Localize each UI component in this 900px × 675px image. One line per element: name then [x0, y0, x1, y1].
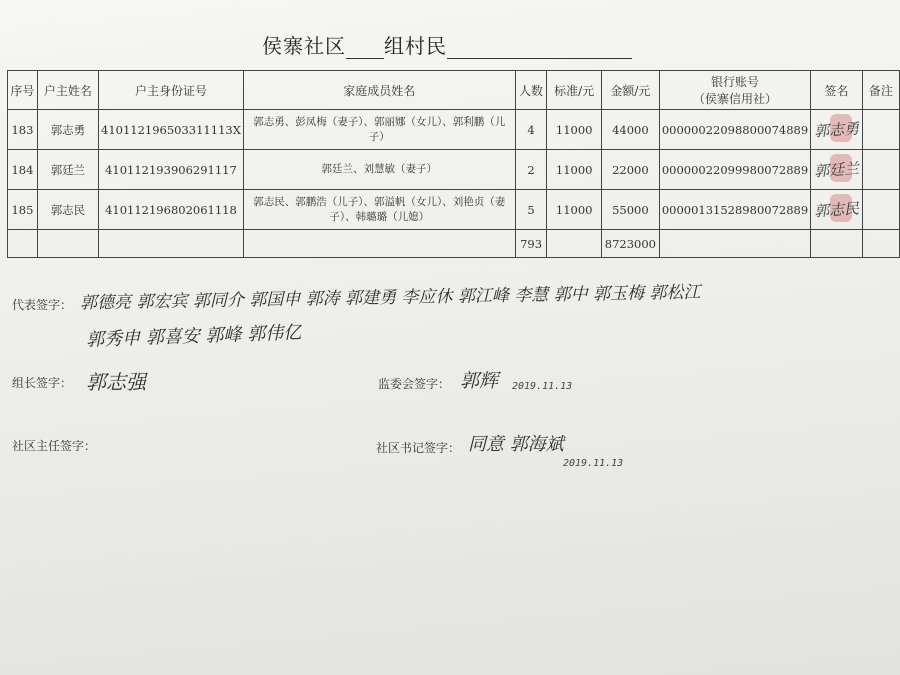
header-seq: 序号: [8, 71, 38, 110]
rep-sign-label: 代表签字：: [12, 298, 73, 312]
cell-id-number: 410112196802061118: [99, 190, 244, 230]
cell-signature: [811, 110, 863, 150]
cell-head-name: 郭志勇: [37, 110, 98, 150]
cell-signature: [811, 150, 863, 190]
cell-note: [862, 150, 899, 190]
cell-seq: 185: [8, 190, 38, 230]
cell-bank-account: 00000131528980072889: [659, 190, 810, 230]
table-row: [8, 150, 900, 190]
header-id-number: 户主身份证号: [99, 71, 244, 110]
header-note: 备注: [862, 71, 899, 110]
total-count: 793: [515, 230, 547, 258]
header-count: 人数: [515, 71, 547, 110]
leader-signature: 郭志强: [86, 370, 146, 394]
supervisor-signature: 郭辉: [460, 370, 499, 392]
handwritten-signature: 郭廷兰: [813, 159, 860, 181]
cell-note: [862, 110, 899, 150]
header-sign: 签名: [811, 71, 863, 110]
header-bank-line1: 银行账号: [710, 75, 759, 89]
handwritten-signature: 郭志民: [813, 199, 860, 221]
supervisor-sign-label: 监委会签字：: [378, 377, 451, 391]
cell-count: 2: [515, 150, 547, 190]
title-blank-group: [346, 40, 384, 59]
leader-sign-label: 组长签字：: [12, 376, 73, 390]
cell-standard: 11000: [547, 190, 601, 230]
document-title: [262, 30, 632, 59]
cell-count: 5: [515, 190, 547, 230]
compensation-table: [7, 70, 900, 258]
cell-head-name: 郭廷兰: [37, 150, 98, 190]
cell-id-number: 410112193906291117: [99, 150, 244, 190]
cell-standard: 11000: [547, 110, 601, 150]
title-blank-tail: [447, 40, 632, 59]
cell-seq: 183: [8, 110, 38, 150]
cell-amount: 22000: [601, 150, 659, 190]
header-amount: 金额/元: [601, 71, 659, 110]
cell-standard: 11000: [547, 150, 601, 190]
table-row: [8, 190, 900, 230]
table-total-row: [8, 230, 900, 258]
cell-head-name: 郭志民: [37, 190, 98, 230]
cell-id-number: 410112196503311113X: [99, 110, 244, 150]
cell-empty: [811, 230, 863, 258]
cell-amount: 44000: [601, 110, 659, 150]
cell-members: 郭志民、郭鹏浩（儿子）、郭溢帆（女儿）、刘艳贞（妻子）、韩璐璐（儿媳）: [243, 190, 515, 230]
cell-members: 郭廷兰、刘慧敏（妻子）: [243, 150, 515, 190]
rep-signatures-line2: 郭秀申 郭喜安 郭峰 郭伟亿: [85, 322, 302, 351]
secretary-sign-label: 社区书记签字：: [376, 441, 461, 455]
cell-empty: [659, 230, 810, 258]
supervisor-date: 2019.11.13: [512, 381, 573, 392]
table-row: [8, 110, 900, 150]
director-sign-label: 社区主任签字：: [12, 439, 97, 453]
header-members: 家庭成员姓名: [243, 71, 515, 110]
cell-empty: [243, 230, 515, 258]
secretary-date: 2019.11.13: [563, 458, 624, 469]
cell-members: 郭志勇、彭凤梅（妻子）、郭丽娜（女儿）、郭利鹏（儿子）: [243, 110, 515, 150]
cell-empty: [862, 230, 899, 258]
cell-empty: [37, 230, 98, 258]
table-header-row: [8, 71, 900, 110]
header-bank-account: [659, 71, 810, 110]
cell-bank-account: 00000022099980072889: [659, 150, 810, 190]
total-amount: 8723000: [601, 230, 659, 258]
title-community: 侯寨社区: [262, 34, 346, 58]
cell-signature: [811, 190, 863, 230]
cell-note: [862, 190, 899, 230]
secretary-signature: 同意 郭海斌: [468, 434, 564, 455]
cell-empty: [99, 230, 244, 258]
cell-seq: 184: [8, 150, 38, 190]
header-standard: 标准/元: [547, 71, 601, 110]
cell-amount: 55000: [601, 190, 659, 230]
cell-empty: [547, 230, 601, 258]
handwritten-signature: 郭志勇: [813, 119, 860, 141]
cell-empty: [8, 230, 38, 258]
title-group-villagers: 组村民: [384, 34, 447, 58]
cell-count: 4: [515, 110, 547, 150]
header-bank-line2: （侯寨信用社）: [692, 92, 777, 106]
rep-signatures-line1: 郭德亮 郭宏宾 郭同介 郭国申 郭涛 郭建勇 李应休 郭江峰 李慧 郭中 郭玉梅 郭松江: [79, 282, 701, 314]
header-head-name: 户主姓名: [37, 71, 98, 110]
cell-bank-account: 00000022098800074889: [659, 110, 810, 150]
